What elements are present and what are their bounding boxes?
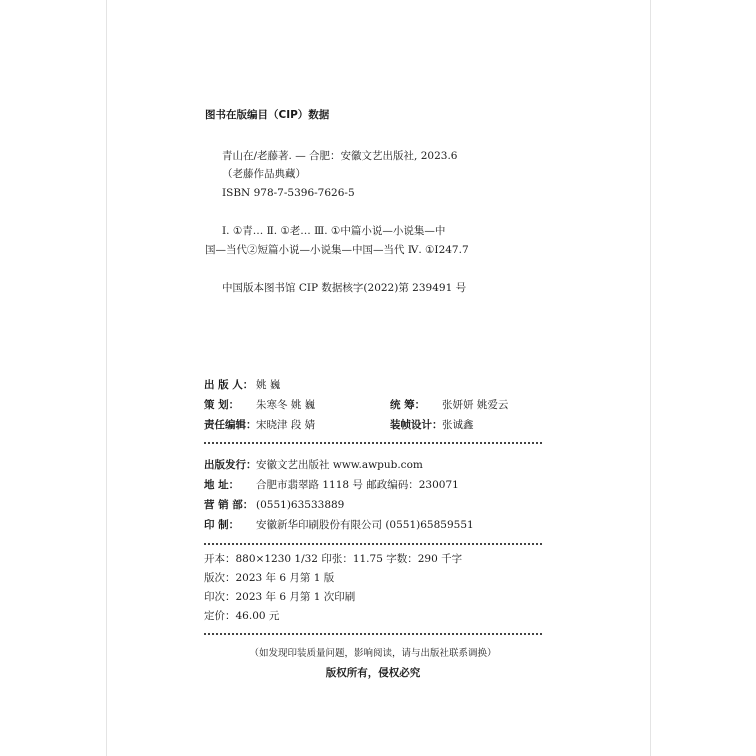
credit-coordinator-value: 张妍妍 姚爱云 bbox=[442, 399, 509, 411]
pub-address-value: 合肥市翡翠路 1118 号 邮政编码：230071 bbox=[256, 479, 459, 491]
pub-sales-label: 营 销 部： bbox=[204, 499, 254, 511]
pub-distribution-label: 出版发行： bbox=[204, 459, 257, 471]
pub-printing-label: 印 制： bbox=[204, 519, 240, 531]
pub-distribution bbox=[204, 458, 423, 472]
spec-printing: 印次：2023 年 6 月第 1 次印刷 bbox=[204, 591, 356, 603]
credit-planner-label: 策 划： bbox=[204, 399, 240, 411]
credit-planner-value: 朱寒冬 姚 巍 bbox=[256, 399, 316, 411]
dotted-divider bbox=[204, 442, 542, 444]
credit-publisher-label: 出 版 人： bbox=[204, 379, 254, 391]
cip-classification-line-2: 国—当代②短篇小说—小说集—中国—当代 Ⅳ. ①I247.7 bbox=[205, 244, 469, 256]
credit-design-label: 装帧设计： bbox=[390, 419, 443, 431]
pub-address bbox=[204, 478, 459, 492]
spec-edition: 版次：2023 年 6 月第 1 版 bbox=[204, 572, 335, 584]
dotted-divider bbox=[204, 633, 542, 635]
credit-coordinator-label: 统 筹： bbox=[390, 399, 426, 411]
pub-distribution-value: 安徽文艺出版社 www.awpub.com bbox=[256, 459, 423, 471]
credit-editor-label: 责任编辑： bbox=[204, 419, 257, 431]
pub-sales bbox=[204, 498, 344, 512]
credit-coordinator bbox=[390, 398, 508, 412]
credit-design bbox=[390, 418, 474, 432]
pub-sales-value: (0551)63533889 bbox=[256, 499, 345, 511]
credit-editor-value: 宋晓津 段 婧 bbox=[256, 419, 316, 431]
dotted-divider bbox=[204, 543, 542, 545]
cip-title-line: 青山在/老藤著. — 合肥：安徽文艺出版社, 2023.6 bbox=[222, 150, 458, 162]
credit-publisher-value: 姚 巍 bbox=[256, 379, 281, 391]
cip-classification-line-1: Ⅰ. ①青… Ⅱ. ①老… Ⅲ. ①中篇小说—小说集—中 bbox=[222, 225, 446, 237]
cip-isbn: ISBN 978-7-5396-7626-5 bbox=[222, 187, 355, 199]
credit-publisher bbox=[204, 378, 280, 392]
copyright-page bbox=[106, 0, 651, 756]
credit-design-value: 张诚鑫 bbox=[442, 419, 474, 431]
pub-printing bbox=[204, 518, 474, 532]
spec-format: 开本：880×1230 1/32 印张：11.75 字数：290 千字 bbox=[204, 553, 463, 565]
pub-printing-value: 安徽新华印刷股份有限公司 (0551)65859551 bbox=[256, 519, 474, 531]
credit-planner bbox=[204, 398, 315, 412]
pub-address-label: 地 址： bbox=[204, 479, 240, 491]
cip-heading: 图书在版编目（CIP）数据 bbox=[205, 109, 330, 121]
spec-price: 定价：46.00 元 bbox=[204, 610, 280, 622]
credit-editor bbox=[204, 418, 315, 432]
cip-record-number: 中国版本图书馆 CIP 数据核字(2022)第 239491 号 bbox=[222, 282, 467, 294]
quality-notice: （如发现印装质量问题，影响阅读，请与出版社联系调换） bbox=[249, 648, 497, 659]
rights-statement: 版权所有，侵权必究 bbox=[325, 667, 421, 679]
cip-series-line: （老藤作品典藏） bbox=[222, 168, 306, 180]
